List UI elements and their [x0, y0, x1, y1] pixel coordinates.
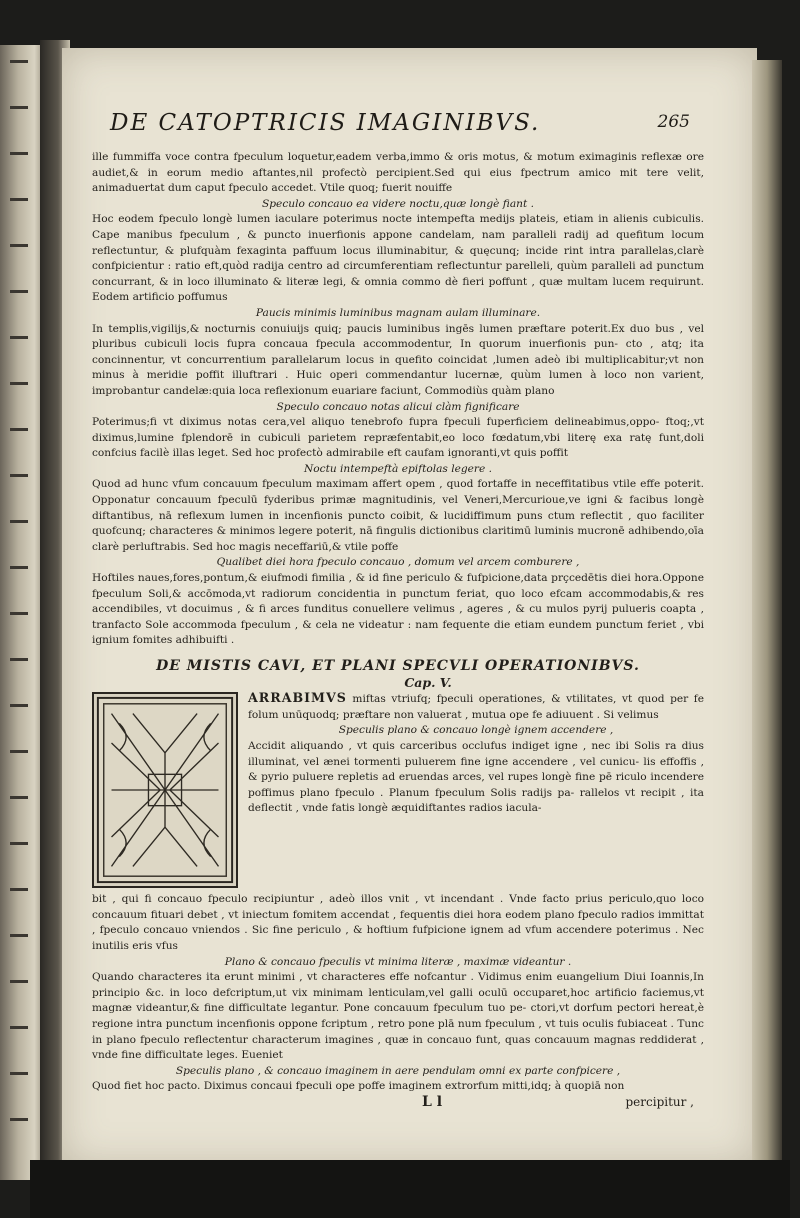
- subheading: Paucis minimis luminibus magnam aulam illuminare.: [255, 306, 541, 319]
- subheading: Speculo concauo notas alicui clàm fignificare: [276, 400, 520, 413]
- paragraph-text: miftas vtriufq; fpeculi operationes, & vtilitates, vt quod per fe folum unūquodq; præftare non valuerat , mutua ope fe adiuuent . Si velimus: [248, 693, 704, 721]
- page-header: [110, 110, 690, 144]
- subheading: Speculis plano & concauo longè ignem accendere ,: [338, 724, 614, 737]
- chapter-label: Cap. V.: [404, 674, 452, 690]
- paragraph: ille fummiffa voce contra fpeculum loquetur,eadem verba,immo & oris motus, & motum eximaginis reflexæ ore audiet,& in eorum medio aftantes,nil profectò percipient.Sed qui eius fpectrum amico mit tere velit, animaduertat dum caput fpeculo accedet. Vtile quoq; fuerit nouiffe: [92, 151, 704, 195]
- ornamental-initial-icon: [92, 692, 238, 888]
- catchword: percipitur ,: [625, 1094, 694, 1109]
- paragraph: Quando characteres ita erunt minimi , vt characteres effe nofcantur . Vidimus enim euangelium Diui Ioannis,In principio &c. in loco defcriptum,ut vix minimam lenticulam,vel galli oculū occuparet,hoc artificio faciemus,vt magnæ videantur,& fine difficultate legantur. Pone concauum fpeculum tuo pe- ctori,vt dorfum pectori hereat,è regione intra punctum incenfionis oppone fcriptum , retro pone plā num fpeculum , vt tuis oculis fubiaceat . Tunc in plano fpeculo reflectentur characterum imagines , quæ in concauo funt, quas concauum magnas reddiderat , vnde fine difficultate leges. Eueniet: [92, 971, 704, 1062]
- subheading: Qualibet diei hora fpeculo concauo , domum vel arcem comburere ,: [216, 556, 580, 569]
- chapter-opening: [92, 690, 704, 892]
- paragraph: Accidit aliquando , vt quis carceribus occlufus indiget igne , nec ibi Solis ra dius illuminat, vel ænei tormenti puluerem fine igne accendere , vel cunicu- lis effoffis , & pyrio puluere repletis ad eruendas arces, vel rupes longè fine pē riculo incendere poffimus plano fpeculo . Planum fpeculum Solis radijs pa- rallelos vt recipit , ita deflectit , vnde fatis longè æquidiftantes radios iacula-: [248, 739, 704, 815]
- chapter-text: [248, 690, 704, 817]
- paragraph: In templis,vigilijs,& nocturnis conuiuijs quiq; paucis luminibus ingēs lumen præftare poterit.Ex duo bus , vel pluribus cubiculi locis fupra concaua fpecula accommodentur, In quorum inuerfionis pun- cto , atq; ita concinnentur, vt concurrentium parallelarum locus in quefito coincidat ,lumen adeò ibi multiplicabitur;vt non minus à meridie poffit illuftrari . Huic operi commendantur lucernæ, quùm lumen à loco non varient, improbantur candelæ:quia loca reflexionum euariare faciunt, Commodiùs quàm plano: [92, 322, 704, 397]
- signature-mark: L l: [422, 1093, 443, 1110]
- paragraph: [248, 690, 704, 723]
- subheading: Speculis plano , & concauo imaginem in aere pendulam omni ex parte confpicere ,: [175, 1064, 621, 1077]
- running-head: DE CATOPTRICIS IMAGINIBVS.: [110, 110, 541, 136]
- paragraph: bit , qui fi concauo fpeculo recipiuntur , adeò illos vnit , vt incendant . Vnde facto prius periculo,quo loco concauum fituari debet , vt iniectum fomitem accendat , fequentis diei hora eodem plano fpeculo radios immittat , fpeculo concauo vniendos . Sic fine periculo , & hoftium fufpicione ignem ad vfum accendere poterimus . Nec inutilis eris vfus: [92, 893, 704, 952]
- page-number: 265: [657, 112, 690, 132]
- subheading: Speculo concauo ea videre noctu,quæ longè fiant .: [262, 197, 534, 210]
- page-body: [92, 150, 704, 1113]
- left-page-edge: [10, 60, 36, 1160]
- page-fore-edge: [752, 60, 782, 1170]
- paragraph: Hoc eodem fpeculo longè lumen iaculare poterimus nocte intempefta medijs plateis, etiam in alienis cubiculis. Cape manibus fpeculum , & puncto inuerfionis appone candelam, nam paralleli radij ad quefitum locum reflectuntur, & plufquàm fexaginta paffuum locus illuminabitur, & quęcunq; incide rint intra parallelas,clarè confpicientur : ratio eft,quòd radija centro ad circumferentiam reflectuntur parelleli, quùm paralleli ad punctum concurrant, & in loco illuminato & literæ legi, & omnia commo dè fieri poffunt , quæ multam lucem requirunt. Eodem artificio poffumus: [92, 213, 704, 304]
- paragraph: Hoftiles naues,fores,pontum,& eiufmodi fimilia , & id fine periculo & fufpicione,data prçcedētis diei hora.Oppone fpeculum Soli,& accōmoda,vt radiorum concidentia in punctum feriat, quo loco efcam accommodabis,& res accendibiles, vt docuimus , & fi arces funditus conuellere velimus , ageres , & cu mulos pyrij pulueris coapta , tranfacto Sole accommoda fpeculum , & cela ne videatur : nam fequente die etiam eundem punctum feriet , vbi ignium fomites adhibuifti .: [92, 572, 704, 647]
- subheading: Plano & concauo fpeculis vt minima literæ , maximæ videantur .: [224, 955, 572, 968]
- opening-word: ARRABIMVS: [248, 690, 347, 706]
- bottom-shadow: [30, 1160, 790, 1218]
- section-heading: DE MISTIS CAVI, ET PLANI SPECVLI OPERATIONIBVS.: [156, 658, 640, 674]
- subheading: Noctu intempeftà epiftolas legere .: [303, 462, 492, 475]
- paragraph: Poterimus;fi vt diximus notas cera,vel aliquo tenebrofo fupra fpeculi fuperficiem delineabimus,oppo- ftoq;,vt diximus,lumine fplendorē in cubiculi parietem repræfentabit,eo loco fœdatum,vbi literę exa ratę funt,doli confcius facilè illas leget. Sed hoc profectò admirabile eft caufam ignoranti,vt quis poffit: [92, 416, 704, 460]
- paragraph: Quod ad hunc vfum concauum fpeculum maximam affert opem , quod fortaffe in neceffitatibus vtile effe poterit. Opponatur concauum fpeculū fyderibus primæ magnitudinis, vel Veneri,Mercurioue,ve igni & facibus longè diftantibus, nā reflexum lumen in incenfionis puncto coibit, & lucidiffimum puns ctum reflectit , quo faciliter quofcunq; characteres & minimos legere poterit, nā fingulis dictionibus claritimū luminis mucronē adhibendo,oīa clarè perluftrabis. Sed hoc magis neceffariū,& vtile poffe: [92, 478, 704, 553]
- paragraph: Quod fiet hoc pacto. Diximus concaui fpeculi ope poffe imaginem extrorfum mitti,idq; à quopiā non: [92, 1080, 625, 1093]
